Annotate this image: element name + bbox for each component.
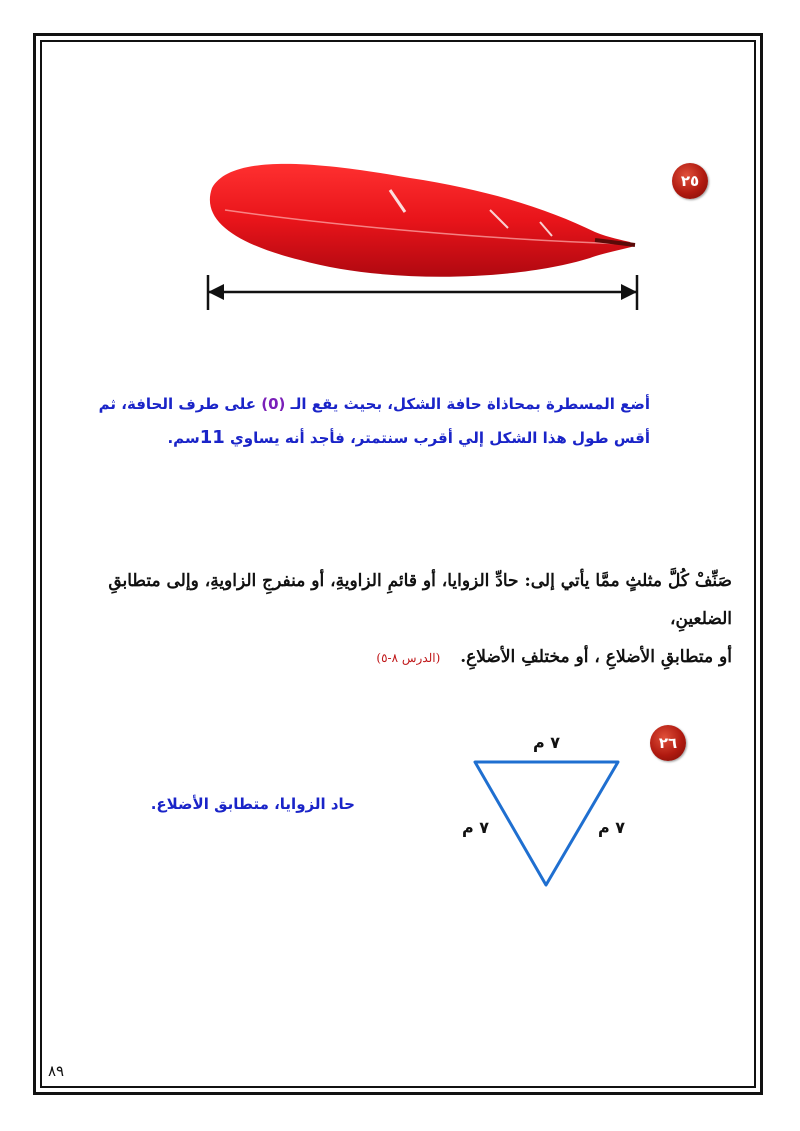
- answer-25: [90, 388, 650, 455]
- instruction-line: [52, 638, 732, 677]
- problem-number-badge: [650, 725, 686, 761]
- answer-zero: (0): [261, 395, 286, 413]
- side-length-label: ٧ م: [598, 818, 626, 837]
- problem-number-text: ٢٦: [658, 733, 678, 752]
- problem-number-text: ٢٥: [680, 171, 700, 190]
- lesson-reference: (الدرس ٨-٥): [376, 651, 441, 665]
- page-number: ٨٩: [48, 1062, 65, 1080]
- answer-value: 11: [199, 427, 225, 448]
- answer-unit: سم.: [167, 429, 200, 447]
- answer-25-line1: [90, 388, 650, 421]
- side-length-label: ٧ م: [533, 733, 561, 752]
- answer-text: أضع المسطرة بمحاذاة حافة الشكل، بحيث يقع الـ: [290, 395, 650, 413]
- classification-instruction: [52, 562, 732, 677]
- answer-text: أقس طول هذا الشكل إلي أقرب سنتمتر، فأجد أنه يساوي: [230, 429, 650, 447]
- feather-icon: [190, 150, 660, 320]
- answer-26: حاد الزوايا، متطابق الأضلاع.: [150, 795, 355, 813]
- side-length-label: ٧ م: [462, 818, 490, 837]
- answer-25-line2: [90, 421, 650, 455]
- instruction-text: أو متطابقِ الأضلاعِ ، أو مختلفِ الأضلاعِ.: [460, 647, 732, 667]
- instruction-line: صَنِّفْ كُلَّ مثلثٍ ممَّا يأتي إلى: حادِّ الزوايا، أو قائمِ الزاويةِ، أو منفرجِ الزاويةِ، وإلى متطابقِ الضلعينِ،: [108, 571, 732, 629]
- answer-text: على طرف الحافة، ثم: [98, 395, 256, 413]
- problem-number-badge: [672, 163, 708, 199]
